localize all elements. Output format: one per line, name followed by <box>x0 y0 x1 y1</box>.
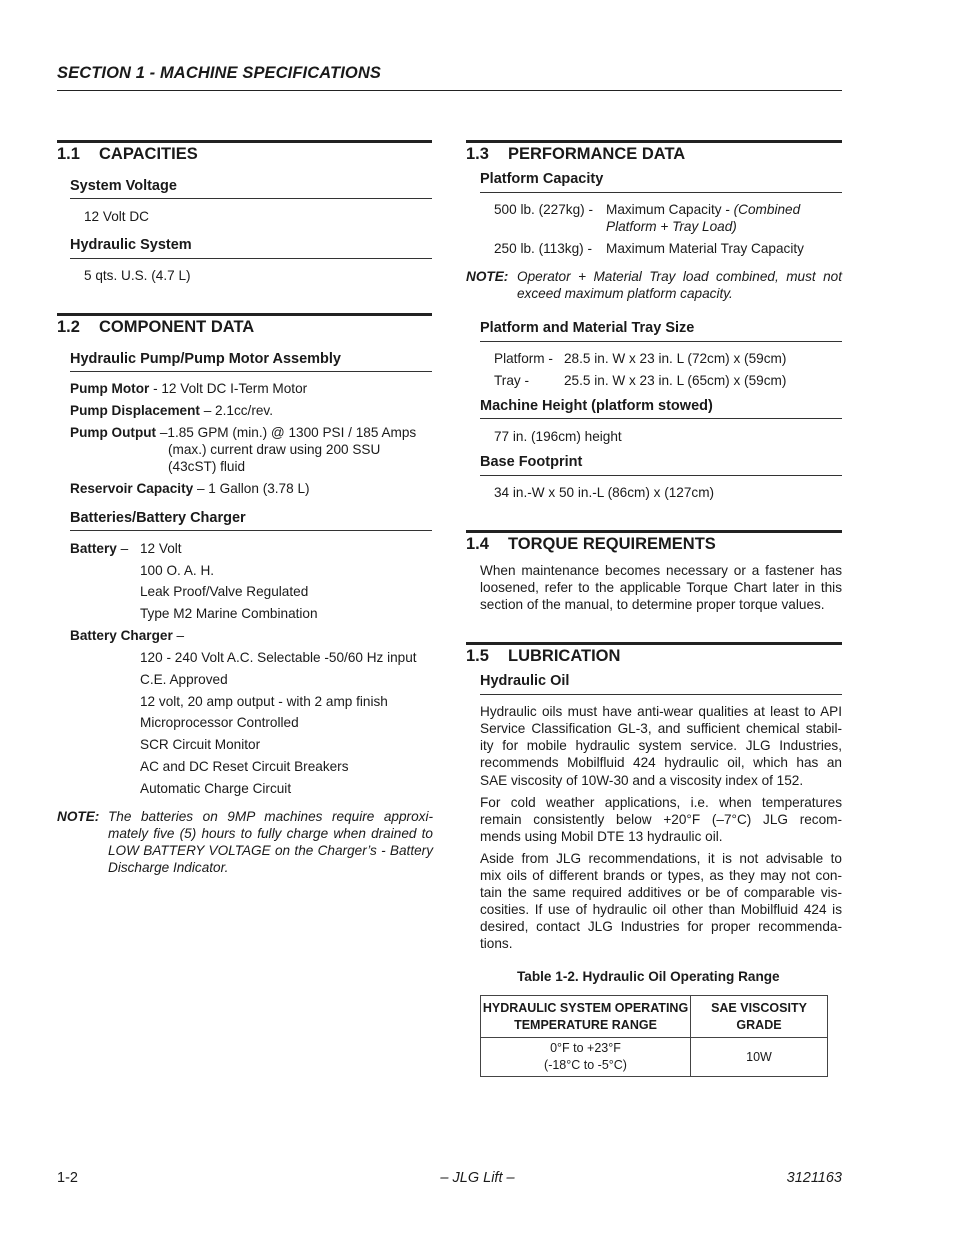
battery-note-line: Discharge Indicator. <box>108 860 229 875</box>
pump-displacement-line: Pump Displacement – 2.1cc/rev. <box>70 403 273 418</box>
oil-paragraph-line: recommends Mobilfluid 424 hydraulic oil, which has an <box>480 755 842 770</box>
battery-note-line: mately five (5) hours to fully charge when drained to <box>108 826 433 841</box>
subsection-rule <box>70 258 432 259</box>
table-row <box>481 1038 828 1077</box>
subsection-rule <box>70 530 432 531</box>
section-rule <box>57 140 432 143</box>
machine-height-value: 77 in. (196cm) height <box>494 429 622 444</box>
oil-paragraph-line: desired, contact JLG Industries for proper recommenda- <box>480 919 842 934</box>
subsection-rule <box>70 198 432 199</box>
size-value: 28.5 in. W x 23 in. L (72cm) x (59cm) <box>564 351 787 366</box>
system-voltage-heading: System Voltage <box>70 178 177 194</box>
pump-output-line-3: (43cST) fluid <box>168 459 246 474</box>
oil-paragraph-line: For cold weather applications, i.e. when temperatures <box>480 795 842 810</box>
charger-spec: C.E. Approved <box>140 672 228 687</box>
torque-text-line: loosened, refer to the applicable Torque Chart later in this <box>480 580 842 595</box>
battery-spec: 12 Volt <box>140 541 182 556</box>
torque-text-line: section of the manual, to determine proper torque values. <box>480 597 825 612</box>
battery-spec: Leak Proof/Valve Regulated <box>140 584 309 599</box>
header-rule <box>57 90 842 91</box>
platform-capacity-heading: Platform Capacity <box>480 171 604 187</box>
batteries-heading: Batteries/Battery Charger <box>70 510 246 526</box>
oil-paragraph-line: mix oils of different brands or types, as they may not con- <box>480 868 842 883</box>
footer-publisher: – JLG Lift – <box>440 1170 515 1186</box>
subsection-rule <box>480 192 842 193</box>
oil-paragraph-line: Aside from JLG recommendations, it is not advisable to <box>480 851 842 866</box>
section-1-5-heading: 1.5 LUBRICATION <box>466 647 621 665</box>
section-rule <box>466 530 842 533</box>
size-label: Tray - <box>494 373 529 388</box>
table-cell-grade: 10W <box>691 1038 828 1077</box>
document-number: 3121163 <box>786 1170 842 1186</box>
oil-paragraph-line: tain the same required additives or be of comparable vis- <box>480 885 842 900</box>
charger-spec: SCR Circuit Monitor <box>140 737 261 752</box>
oil-paragraph-line: SAE viscosity of 10W-30 and a viscosity index of 152. <box>480 773 804 788</box>
page-header-title: SECTION 1 - MACHINE SPECIFICATIONS <box>57 64 381 82</box>
charger-label: Battery Charger – <box>70 628 185 643</box>
battery-note-line: The batteries on 9MP machines require approxi- <box>108 809 433 824</box>
section-rule <box>57 313 432 316</box>
section-1-1-heading: 1.1 CAPACITIES <box>57 145 198 163</box>
capacity-weight: 250 lb. (113kg) - <box>494 241 592 256</box>
battery-spec: 100 O. A. H. <box>140 563 215 578</box>
torque-text-line: When maintenance becomes necessary or a fastener has <box>480 563 842 578</box>
system-voltage-value: 12 Volt DC <box>84 209 149 224</box>
subsection-rule <box>70 371 432 372</box>
pump-output-line: Pump Output –1.85 GPM (min.) @ 1300 PSI / 185 Amps <box>70 425 417 440</box>
capacity-note-line: exceed maximum platform capacity. <box>517 286 733 301</box>
base-footprint-heading: Base Footprint <box>480 454 583 470</box>
table-caption: Table 1-2. Hydraulic Oil Operating Range <box>517 969 780 984</box>
subsection-rule <box>480 694 842 695</box>
table-header-temperature: HYDRAULIC SYSTEM OPERATING TEMPERATURE RANGE <box>481 996 691 1038</box>
capacity-description: Maximum Material Tray Capacity <box>606 241 804 256</box>
capacity-note-line: Operator + Material Tray load combined, must not <box>517 269 842 284</box>
oil-paragraph-line: ity for mobile hydraulic system service. JLG Industries, <box>480 738 842 753</box>
pump-assembly-heading: Hydraulic Pump/Pump Motor Assembly <box>70 351 341 367</box>
capacity-description: Maximum Capacity - (Combined <box>606 202 801 217</box>
subsection-rule <box>480 418 842 419</box>
subsection-rule <box>480 341 842 342</box>
note-label: NOTE: <box>57 809 100 824</box>
oil-paragraph-line: mends using Mobil DTE 13 hydraulic oil. <box>480 829 723 844</box>
capacity-description-line-2: Platform + Tray Load) <box>606 219 737 234</box>
note-label: NOTE: <box>466 269 509 284</box>
section-1-4-heading: 1.4 TORQUE REQUIREMENTS <box>466 535 716 553</box>
section-rule <box>466 642 842 645</box>
oil-paragraph-line: Service Classification GL-3, and sufficient chemical stabil- <box>480 721 842 736</box>
table-cell-temperature: 0°F to +23°F (-18°C to -5°C) <box>481 1038 691 1077</box>
section-1-2-heading: 1.2 COMPONENT DATA <box>57 318 255 336</box>
battery-label: Battery – <box>70 541 129 556</box>
section-rule <box>466 140 842 143</box>
oil-paragraph-line: cosities. If use of hydraulic oil other than Mobilfluid 424 is <box>480 902 842 917</box>
oil-paragraph-line: tions. <box>480 936 513 951</box>
machine-height-heading: Machine Height (platform stowed) <box>480 398 713 414</box>
capacity-weight: 500 lb. (227kg) - <box>494 202 593 217</box>
battery-note-line: LOW BATTERY VOLTAGE on the Charger’s - Battery <box>108 843 433 858</box>
section-1-3-heading: 1.3 PERFORMANCE DATA <box>466 145 686 163</box>
charger-spec: AC and DC Reset Circuit Breakers <box>140 759 349 774</box>
oil-paragraph-line: Hydraulic oils must have anti-wear qualities at least to API <box>480 704 842 719</box>
pump-output-line-2: (max.) current draw using 200 SSU <box>168 442 381 457</box>
page-number: 1-2 <box>57 1170 78 1186</box>
charger-spec: Microprocessor Controlled <box>140 715 299 730</box>
hydraulic-system-heading: Hydraulic System <box>70 237 192 253</box>
subsection-rule <box>480 475 842 476</box>
base-footprint-value: 34 in.-W x 50 in.-L (86cm) x (127cm) <box>494 485 715 500</box>
size-value: 25.5 in. W x 23 in. L (65cm) x (59cm) <box>564 373 787 388</box>
pump-motor-line: Pump Motor - 12 Volt DC I-Term Motor <box>70 381 308 396</box>
platform-tray-size-heading: Platform and Material Tray Size <box>480 320 695 336</box>
charger-spec: 12 volt, 20 amp output - with 2 amp finish <box>140 694 388 709</box>
oil-paragraph-line: remain consistently below +20°F (–7°C) JLG recom- <box>480 812 842 827</box>
battery-spec: Type M2 Marine Combination <box>140 606 318 621</box>
table-header-viscosity: SAE VISCOSITY GRADE <box>691 996 828 1038</box>
charger-spec: Automatic Charge Circuit <box>140 781 292 796</box>
hydraulic-oil-table <box>480 995 828 1077</box>
charger-spec: 120 - 240 Volt A.C. Selectable -50/60 Hz input <box>140 650 417 665</box>
hydraulic-system-value: 5 qts. U.S. (4.7 L) <box>84 268 191 283</box>
size-label: Platform - <box>494 351 553 366</box>
hydraulic-oil-heading: Hydraulic Oil <box>480 673 570 689</box>
reservoir-capacity-line: Reservoir Capacity – 1 Gallon (3.78 L) <box>70 481 310 496</box>
